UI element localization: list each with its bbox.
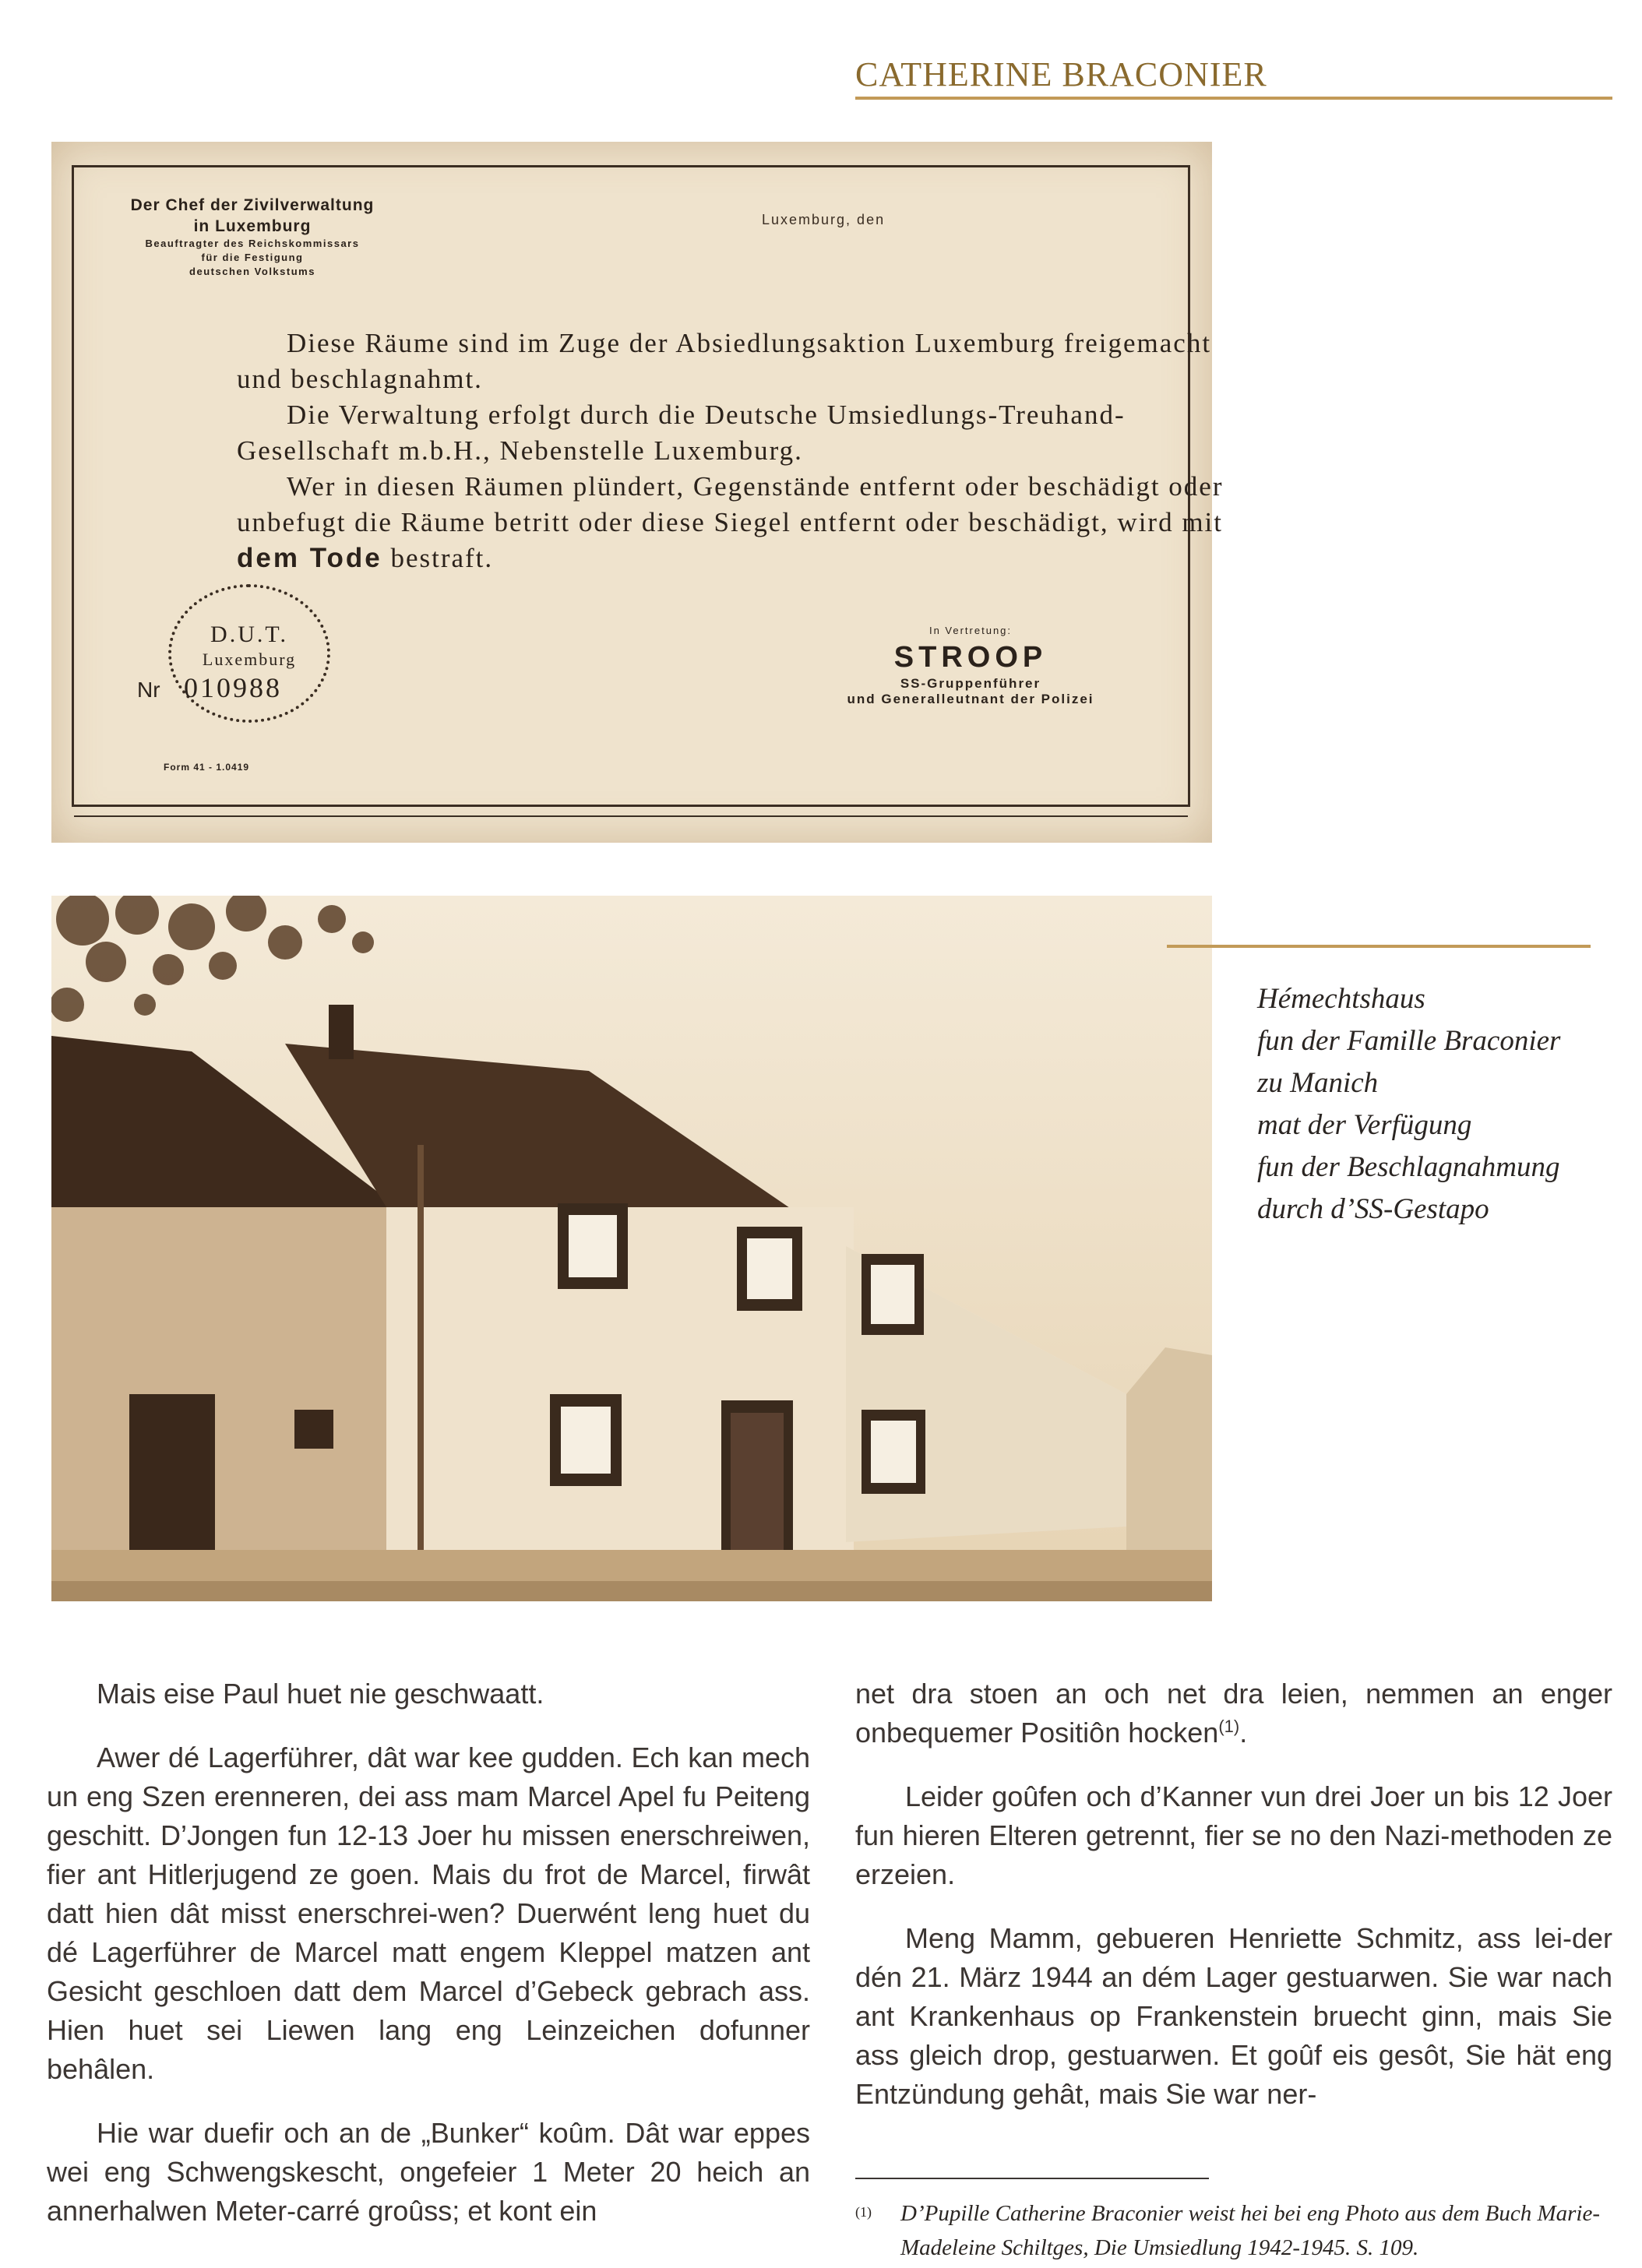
confiscation-notice-scan <box>51 142 1224 843</box>
stamp-line: D.U.T. <box>210 622 288 647</box>
notice-paragraph <box>237 469 1226 576</box>
footnote-reference[interactable]: (1) <box>1218 1717 1240 1736</box>
footnote <box>855 2196 1612 2265</box>
notice-place-date: Luxemburg, den <box>762 212 886 227</box>
signature-on-behalf: In Vertretung: <box>928 625 1013 636</box>
running-head: CATHERINE BRACONIER <box>855 55 1267 93</box>
stamp-line: Luxemburg <box>202 650 297 669</box>
notice-issuer-block <box>89 195 416 279</box>
photo-caption <box>1257 978 1600 1231</box>
form-reference: Form 41 - 1.0419 <box>164 762 250 773</box>
house-photo-illustration <box>51 896 1212 1601</box>
signature-rank: SS-Gruppenführer <box>900 676 1041 691</box>
body-paragraph: Mais eise Paul huet nie geschwaatt. <box>97 1678 544 1710</box>
signature-name: STROOP <box>893 641 1048 674</box>
footnote-text: D’Pupille Catherine Braconier weist hei bei eng Photo aus dem Buch Marie-Madeleine Schiltges, Die Umsiedlung 1942-1945. S. 109. <box>900 2201 1601 2260</box>
body-column-right <box>855 1675 1612 2139</box>
body-paragraph-text: net dra stoen an och net dra leien, nemmen an enger onbequemer Positiôn hocken <box>855 1678 1612 1749</box>
notice-body <box>237 326 1226 576</box>
issuer-line: für die Festigung <box>201 252 304 263</box>
body-paragraph: Meng Mamm, gebueren Henriette Schmitz, ass lei-der dén 21. März 1944 an dém Lager gestuarwen. Sie war nach ant Krankenhaus op Frankenstein bruecht ginn, mais Sie ass gleich drop, gestuarwen. Et goûf eis gesôt, Sie hät eng Entzündung gehât, mais Sie war ner- <box>855 1922 1612 2110</box>
notice-paragraph: Diese Räume sind im Zuge der Absiedlungsaktion Luxemburg freigemacht und beschlagnahmt. <box>237 328 1212 394</box>
issuer-line: Beauftragter des Reichskommissars <box>145 238 360 249</box>
body-paragraph-end: . <box>1239 1717 1248 1749</box>
notice-paragraph-text: Wer in diesen Räumen plündert, Gegenstände entfernt oder beschädigt oder unbefugt die Räume betritt oder diese Siegel entfernt oder beschädigt, wird mit <box>237 471 1224 537</box>
body-paragraph: Hie war duefir och an de „Bunker“ koûm. Dât war eppes wei eng Schwengskescht, ongefeier 1 Meter 20 heich an annerhalwen Meter-carré groûss; et kont ein <box>47 2117 810 2227</box>
notice-penalty: dem Tode <box>237 543 382 573</box>
issuer-line: in Luxemburg <box>193 217 312 235</box>
body-paragraph <box>855 1675 1612 1752</box>
notice-number-label: Nr <box>137 678 160 702</box>
signature-rank: und Generalleutnant der Polizei <box>847 692 1094 706</box>
caption-line: durch d’SS-Gestapo <box>1257 1193 1489 1225</box>
footnote-marker: (1) <box>855 2204 872 2220</box>
notice-paragraph: Die Verwaltung erfolgt durch die Deutsche Umsiedlungs-Treuhand-Gesellschaft m.b.H., Nebenstelle Luxemburg. <box>237 400 1126 466</box>
caption-rule <box>1167 945 1591 948</box>
body-paragraph: Leider goûfen och d’Kanner vun drei Joer un bis 12 Joer fun hieren Elteren getrennt, fier se no den Nazi-methoden ze erzeien. <box>855 1780 1612 1890</box>
notice-penalty-end: bestraft. <box>390 543 494 573</box>
caption-line: fun der Beschlagnahmung <box>1257 1151 1560 1183</box>
body-paragraph: Awer dé Lagerführer, dât war kee gudden. Ech kan mech un eng Szen erenneren, dei ass mam Marcel Apel fu Peiteng geschitt. D’Jongen fun 12-13 Joer hu missen enerschreiwen, fier ant Hitlerjugend ze goen. Mais du frot de Marcel, firwât datt hien dât misst enerschrei-wen? Duerwént leng huet du dé Lagerführer de Marcel matt engem Kleppel matzen ant Gesicht geschloen datt dem Marcel d’Gebeck gebrach ass. Hien huet sei Liewen lang eng Leinzeichen dofunner behâlen. <box>47 1742 810 2085</box>
caption-line: Hémechtshaus <box>1257 983 1425 1015</box>
house-photograph <box>51 896 1212 1601</box>
caption-line: zu Manich <box>1257 1067 1379 1099</box>
signature-block <box>752 625 1189 707</box>
footnote-rule <box>855 2178 1209 2179</box>
caption-line: mat der Verfügung <box>1257 1109 1472 1141</box>
body-column-left <box>47 1675 810 2256</box>
notice-number: 010988 <box>184 672 282 703</box>
issuer-line: deutschen Volkstums <box>189 266 315 277</box>
running-head-rule <box>855 97 1612 100</box>
issuer-line: Der Chef der Zivilverwaltung <box>130 196 375 214</box>
caption-line: fun der Famille Braconier <box>1257 1025 1561 1057</box>
